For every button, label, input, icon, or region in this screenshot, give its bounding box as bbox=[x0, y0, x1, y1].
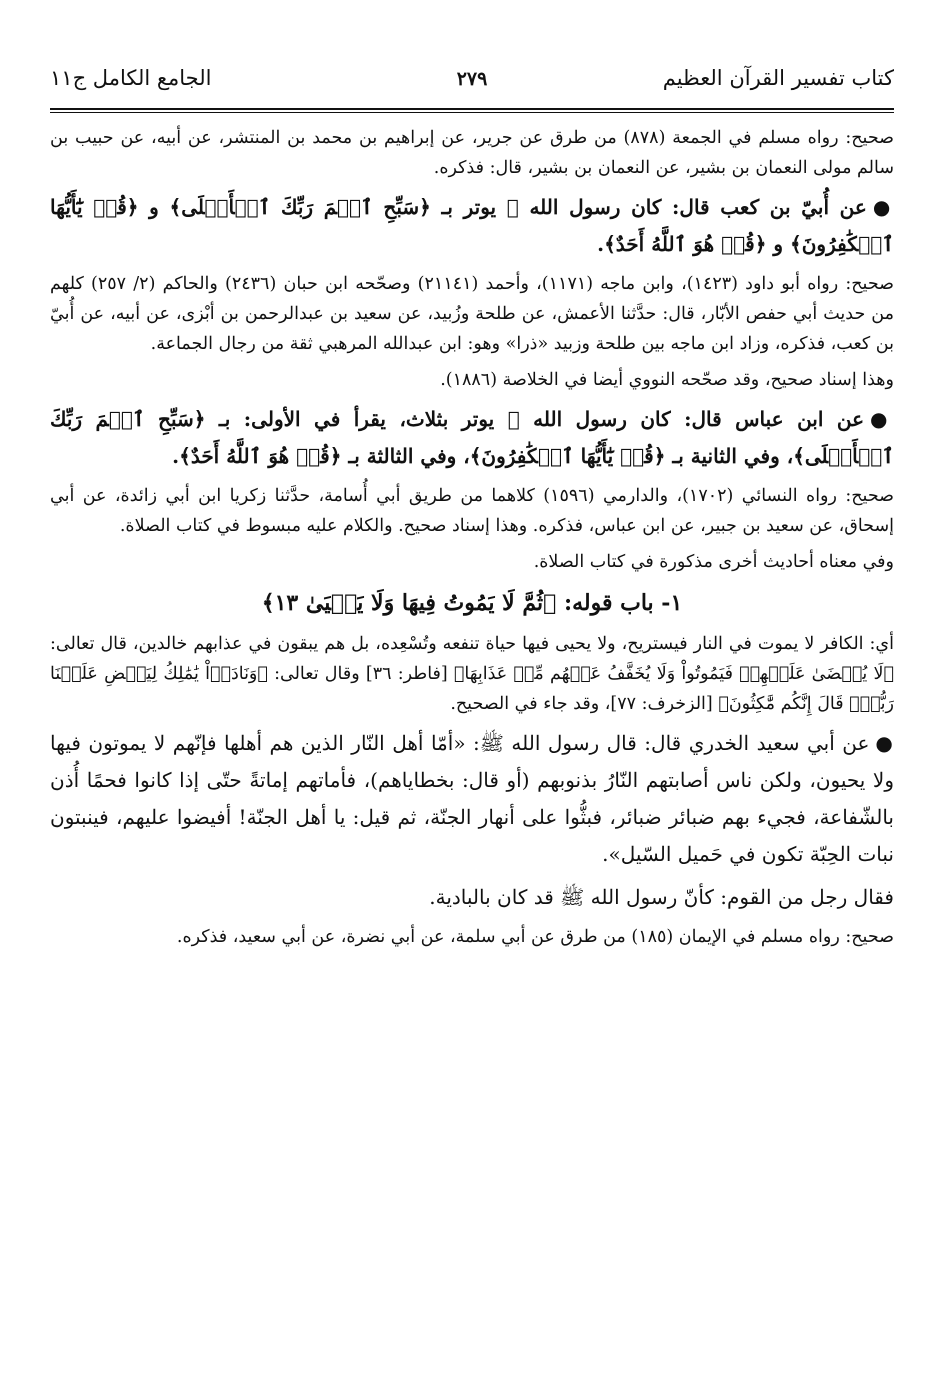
source-note: وفي معناه أحاديث أخرى مذكورة في كتاب الصلاة. bbox=[533, 552, 894, 572]
volume-label: الجامع الكامل ج١١ bbox=[50, 66, 212, 90]
running-header bbox=[50, 60, 894, 104]
page-number: ٢٧٩ bbox=[456, 68, 488, 90]
hadith-text: ●عن أبي سعيد الخدري قال: قال رسول الله ﷺ: «أمّا أهل النّار الذين هم أهلها فإنّهم لا يموتون فيها ولا يحيون، ولكن ناس أصابتهم النّارُ بذنوبهم (أو قال: بخطاياهم)، فأماتهم إماتةً حتّى إذا كانوا فحمًا أُذن بالشّفاعة، فجيء بهم ضبائر ضبائر، فبثُّوا على أنهار الجنّة، ثم قيل: يا أهل الجنّة! أفيضوا عليهم، فينبتون نبات الحِبّة تكون في حَميل السّيل». bbox=[50, 731, 894, 866]
source-note: صحيح: رواه مسلم في الإيمان (١٨٥) من طرق عن أبي سلمة، عن أبي نضرة، عن أبي سعيد، فذكره. bbox=[176, 927, 894, 947]
header-rule bbox=[50, 108, 894, 113]
commentary-text: أي: الكافر لا يموت في النار فيستريح، ولا يحيى فيها حياة تنفعه وتُسْعِده، بل هم يبقون في عذابهم خالدين، قال تعالى: ﴿لَا يُقۡضَىٰ عَلَيۡهِمۡ فَيَمُوتُواْ وَلَا يُخَفَّفُ عَنۡهُم مِّنۡ عَذَابِهَا﴾ [فاطر: ٣٦] وقال تعالى: ﴿وَنَادَوۡاْ يَٰمَٰلِكُ لِيَقۡضِ عَلَيۡنَا رَبُّكَۖ قَالَ إِنَّكُم مَّٰكِثُونَ﴾ [الزخرف: ٧٧]، وقد جاء في الصحيح. bbox=[50, 634, 895, 714]
source-note: صحيح: رواه أبو داود (١٤٢٣)، وابن ماجه (١١٧١)، وأحمد (٢١١٤١) وصحّحه ابن حبان (٢٤٣٦) والحاكم (٢/ ٢٥٧) كلهم من حديث أبي حفص الأبّار، قال: حدَّثنا الأعمش، عن طلحة وزُبيد، عن سعيد بن عبدالرحمن بن أبْزى، عن أبيه، عن أُبيّ بن كعب، فذكره، وزاد ابن ماجه بين طلحة وزبيد «ذرا» وهو: ابن عبدالله المرهبي ثقة من رجال الجماعة. bbox=[50, 274, 894, 354]
bullet-icon: ● bbox=[870, 407, 894, 431]
source-note: صحيح: رواه مسلم في الجمعة (٨٧٨) من طرق عن جرير، عن إبراهيم بن محمد بن المنتشر، عن أبيه، عن حبيب بن سالم مولى النعمان بن بشير، عن النعمان بن بشير، قال: فذكره. bbox=[50, 128, 894, 178]
book-title: كتاب تفسير القرآن العظيم bbox=[662, 66, 894, 90]
bullet-icon: ● bbox=[872, 195, 895, 219]
page-content bbox=[50, 123, 894, 952]
hadith-text: ●عن أُبيّ بن كعب قال: كان رسول الله ﷺ يوتر بـ ﴿سَبِّحِ ٱسۡمَ رَبِّكَ ٱلۡأَعۡلَى﴾ و ﴿قُلۡ يَٰٓأَيُّهَا ٱلۡكَٰفِرُونَ﴾ و ﴿قُلۡ هُوَ ٱللَّهُ أَحَدٌ﴾. bbox=[50, 195, 895, 256]
bullet-icon: ● bbox=[875, 731, 894, 755]
source-note: صحيح: رواه النسائي (١٧٠٢)، والدارمي (١٥٩٦) كلاهما من طريق أبي أُسامة، حدَّثنا زكريا ابن أبي زائدة، عن أبي إسحاق، عن سعيد بن جبير، عن ابن عباس، فذكره. وهذا إسناد صحيح. والكلام عليه مبسوط في كتاب الصلاة. bbox=[50, 486, 894, 536]
source-note: وهذا إسناد صحيح، وقد صحّحه النووي أيضا في الخلاصة (١٨٨٦). bbox=[440, 370, 894, 390]
chapter-heading: ١- باب قوله: ﴿ثُمَّ لَا يَمُوتُ فِيهَا وَلَا يَحۡيَىٰ ١٣﴾ bbox=[261, 590, 683, 616]
hadith-text: ●عن ابن عباس قال: كان رسول الله ﷺ يوتر بثلاث، يقرأ في الأولى: بـ ﴿سَبِّحِ ٱسۡمَ رَبِّكَ ٱلۡأَعۡلَى﴾، وفي الثانية بـ ﴿قُلۡ يَٰٓأَيُّهَا ٱلۡكَٰفِرُونَ﴾، وفي الثالثة بـ ﴿قُلۡ هُوَ ٱللَّهُ أَحَدٌ﴾. bbox=[50, 407, 894, 468]
narration-text: فقال رجل من القوم: كأنّ رسول الله ﷺ قد كان بالبادية. bbox=[429, 885, 894, 909]
